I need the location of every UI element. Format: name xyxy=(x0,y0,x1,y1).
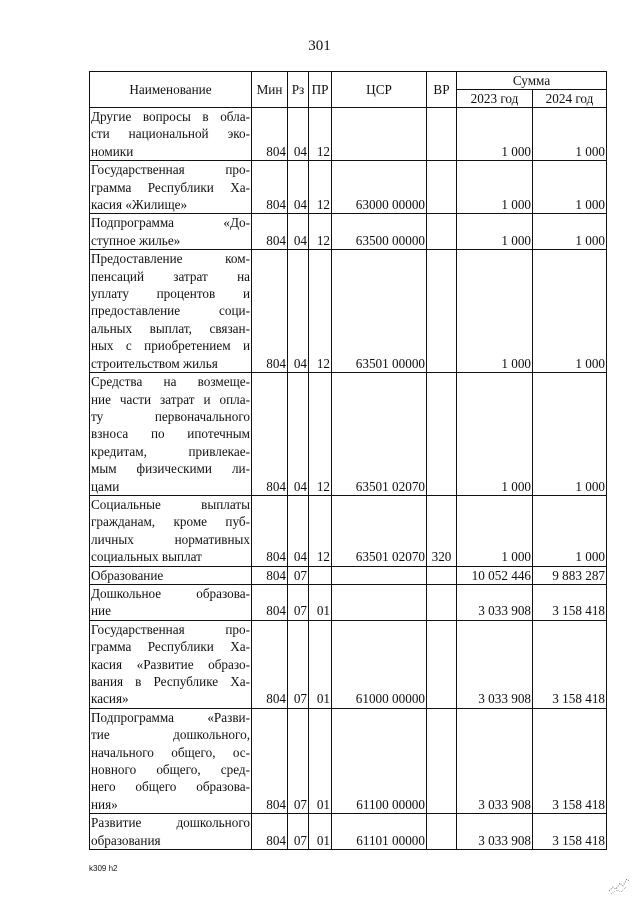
row-min: 804 xyxy=(252,214,288,250)
row-name-line: ту первоначального xyxy=(91,408,250,424)
row-name-line: Государственная про- xyxy=(91,162,250,178)
row-name xyxy=(90,108,252,161)
row-name-line: взноса по ипотечным xyxy=(91,426,250,442)
row-vr xyxy=(427,161,457,214)
row-name xyxy=(90,161,252,214)
row-amount-2024: 1 000 xyxy=(533,373,607,496)
row-rz: 07 xyxy=(288,584,309,620)
row-csr xyxy=(332,584,427,620)
row-name-line: гражданам, кроме пуб- xyxy=(91,514,250,530)
row-name-line: Подпрограмма «До- xyxy=(91,215,250,231)
row-name xyxy=(90,373,252,496)
row-name-line: ных с приобретением и xyxy=(91,338,250,354)
row-name-line: уплату процентов и xyxy=(91,286,250,302)
row-amount-2024: 3 158 418 xyxy=(533,620,607,708)
row-csr: 61100 00000 xyxy=(332,708,427,813)
row-rz: 07 xyxy=(288,708,309,813)
row-name-line: Дошкольное образова- xyxy=(91,585,250,601)
header-csr: ЦСР xyxy=(332,72,427,108)
row-name-line: касия» xyxy=(91,691,129,707)
row-amount-2023: 3 033 908 xyxy=(457,814,533,850)
row-rz: 07 xyxy=(288,620,309,708)
table-row xyxy=(90,814,607,850)
row-min: 804 xyxy=(252,161,288,214)
row-rz: 07 xyxy=(288,814,309,850)
row-amount-2023: 1 000 xyxy=(457,495,533,566)
row-amount-2023: 3 033 908 xyxy=(457,584,533,620)
row-min: 804 xyxy=(252,373,288,496)
row-pr: 12 xyxy=(309,495,332,566)
header-year-2024: 2024 год xyxy=(533,90,607,108)
row-rz: 04 xyxy=(288,161,309,214)
row-pr: 01 xyxy=(309,814,332,850)
header-vr: ВР xyxy=(427,72,457,108)
row-name-line: строительством жилья xyxy=(91,355,218,371)
row-name xyxy=(90,708,252,813)
row-name-line: тие дошкольного, xyxy=(91,727,250,743)
row-min: 804 xyxy=(252,566,288,584)
row-name-line: Другие вопросы в обла- xyxy=(91,109,250,124)
row-name-line: социальных выплат xyxy=(91,549,202,565)
header-sum: Сумма xyxy=(457,72,607,90)
row-name xyxy=(90,584,252,620)
row-pr: 01 xyxy=(309,584,332,620)
row-name-line: мым физическими ли- xyxy=(91,461,250,477)
table-row xyxy=(90,108,607,161)
row-name-line: вания в Республике Ха- xyxy=(91,674,250,689)
row-pr: 01 xyxy=(309,708,332,813)
row-vr xyxy=(427,566,457,584)
row-pr: 12 xyxy=(309,161,332,214)
row-name xyxy=(90,214,252,250)
row-pr: 12 xyxy=(309,373,332,496)
row-name-line: ступное жилье» xyxy=(91,232,181,248)
row-name-line: ние xyxy=(91,603,111,619)
row-amount-2023: 3 033 908 xyxy=(457,620,533,708)
row-min: 804 xyxy=(252,708,288,813)
row-amount-2024: 3 158 418 xyxy=(533,708,607,813)
header-name: Наименование xyxy=(90,72,252,108)
row-name-line: кредитам, привлекае- xyxy=(91,443,250,459)
row-rz: 04 xyxy=(288,108,309,161)
row-name-line: сти национальной эко- xyxy=(91,126,250,142)
row-amount-2023: 10 052 446 xyxy=(457,566,533,584)
table-row xyxy=(90,584,607,620)
row-vr xyxy=(427,620,457,708)
row-amount-2024: 1 000 xyxy=(533,161,607,214)
row-csr xyxy=(332,566,427,584)
row-csr: 61101 00000 xyxy=(332,814,427,850)
row-name xyxy=(90,620,252,708)
row-amount-2024: 9 883 287 xyxy=(533,566,607,584)
row-name-line: цами xyxy=(91,478,120,494)
row-pr: 01 xyxy=(309,620,332,708)
table-row xyxy=(90,250,607,373)
row-name xyxy=(90,566,252,584)
row-name-line: Подпрограмма «Разви- xyxy=(91,709,250,725)
row-name-line: Предоставление ком- xyxy=(91,251,250,267)
row-name-line: грамма Республики Ха- xyxy=(91,179,250,195)
row-amount-2024: 1 000 xyxy=(533,108,607,161)
row-pr: 12 xyxy=(309,108,332,161)
header-row xyxy=(90,72,607,90)
row-vr xyxy=(427,814,457,850)
row-vr: 320 xyxy=(427,495,457,566)
row-vr xyxy=(427,708,457,813)
row-csr: 63000 00000 xyxy=(332,161,427,214)
row-name-line: Социальные выплаты xyxy=(91,496,250,512)
row-pr: 12 xyxy=(309,214,332,250)
row-amount-2023: 1 000 xyxy=(457,214,533,250)
table-row xyxy=(90,495,607,566)
row-name-line: Государственная про- xyxy=(91,621,250,637)
row-rz: 04 xyxy=(288,250,309,373)
row-rz: 04 xyxy=(288,495,309,566)
row-min: 804 xyxy=(252,250,288,373)
row-amount-2024: 3 158 418 xyxy=(533,814,607,850)
row-amount-2023: 1 000 xyxy=(457,161,533,214)
row-name-line: грамма Республики Ха- xyxy=(91,639,250,655)
page-number: 301 xyxy=(308,38,331,54)
table-row xyxy=(90,161,607,214)
row-name-line: Средства на возмеще- xyxy=(91,374,250,390)
table-row xyxy=(90,708,607,813)
budget-table xyxy=(89,71,607,850)
row-name-line: Развитие дошкольного xyxy=(91,815,250,831)
row-name-line: начального общего, ос- xyxy=(91,744,250,760)
row-min: 804 xyxy=(252,814,288,850)
row-name-line: предоставление соци- xyxy=(91,303,250,319)
row-rz: 07 xyxy=(288,566,309,584)
row-vr xyxy=(427,250,457,373)
row-name-line: ние части затрат и опла- xyxy=(91,391,250,407)
row-amount-2023: 1 000 xyxy=(457,250,533,373)
row-name-line: альных выплат, связан- xyxy=(91,320,250,336)
row-name-line: личных нормативных xyxy=(91,531,250,547)
row-rz: 04 xyxy=(288,214,309,250)
row-csr: 61000 00000 xyxy=(332,620,427,708)
row-name-line: новного общего, сред- xyxy=(91,762,250,778)
header-min: Мин xyxy=(252,72,288,108)
row-vr xyxy=(427,108,457,161)
row-name xyxy=(90,814,252,850)
row-vr xyxy=(427,584,457,620)
scan-noise-mark xyxy=(607,871,631,895)
header-rz: Рз xyxy=(288,72,309,108)
row-name xyxy=(90,250,252,373)
row-csr: 63500 00000 xyxy=(332,214,427,250)
row-name-line: образования xyxy=(91,832,161,848)
row-amount-2023: 1 000 xyxy=(457,373,533,496)
row-csr xyxy=(332,108,427,161)
row-name-line: касия «Жилище» xyxy=(91,197,188,213)
row-amount-2023: 3 033 908 xyxy=(457,708,533,813)
row-name-line: Образование xyxy=(91,567,164,583)
row-pr xyxy=(309,566,332,584)
row-min: 804 xyxy=(252,108,288,161)
row-amount-2023: 1 000 xyxy=(457,108,533,161)
row-amount-2024: 1 000 xyxy=(533,214,607,250)
row-vr xyxy=(427,214,457,250)
row-pr: 12 xyxy=(309,250,332,373)
row-amount-2024: 3 158 418 xyxy=(533,584,607,620)
row-name-line: номики xyxy=(91,143,134,159)
row-name-line: него общего образова- xyxy=(91,779,250,795)
document-code: k309 h2 xyxy=(89,864,118,873)
row-name-line: пенсаций затрат на xyxy=(91,268,250,284)
header-pr: ПР xyxy=(309,72,332,108)
row-min: 804 xyxy=(252,620,288,708)
row-amount-2024: 1 000 xyxy=(533,250,607,373)
row-csr: 63501 02070 xyxy=(332,495,427,566)
table-body xyxy=(90,108,607,850)
table-row xyxy=(90,373,607,496)
table-row xyxy=(90,620,607,708)
row-name-line: касия «Развитие образо- xyxy=(91,656,250,672)
row-min: 804 xyxy=(252,584,288,620)
row-vr xyxy=(427,373,457,496)
row-min: 804 xyxy=(252,495,288,566)
row-csr: 63501 00000 xyxy=(332,250,427,373)
table-row xyxy=(90,214,607,250)
row-rz: 04 xyxy=(288,373,309,496)
table-row xyxy=(90,566,607,584)
row-name xyxy=(90,495,252,566)
header-year-2023: 2023 год xyxy=(457,90,533,108)
row-amount-2024: 1 000 xyxy=(533,495,607,566)
row-name-line: ния» xyxy=(91,796,118,812)
row-csr: 63501 02070 xyxy=(332,373,427,496)
